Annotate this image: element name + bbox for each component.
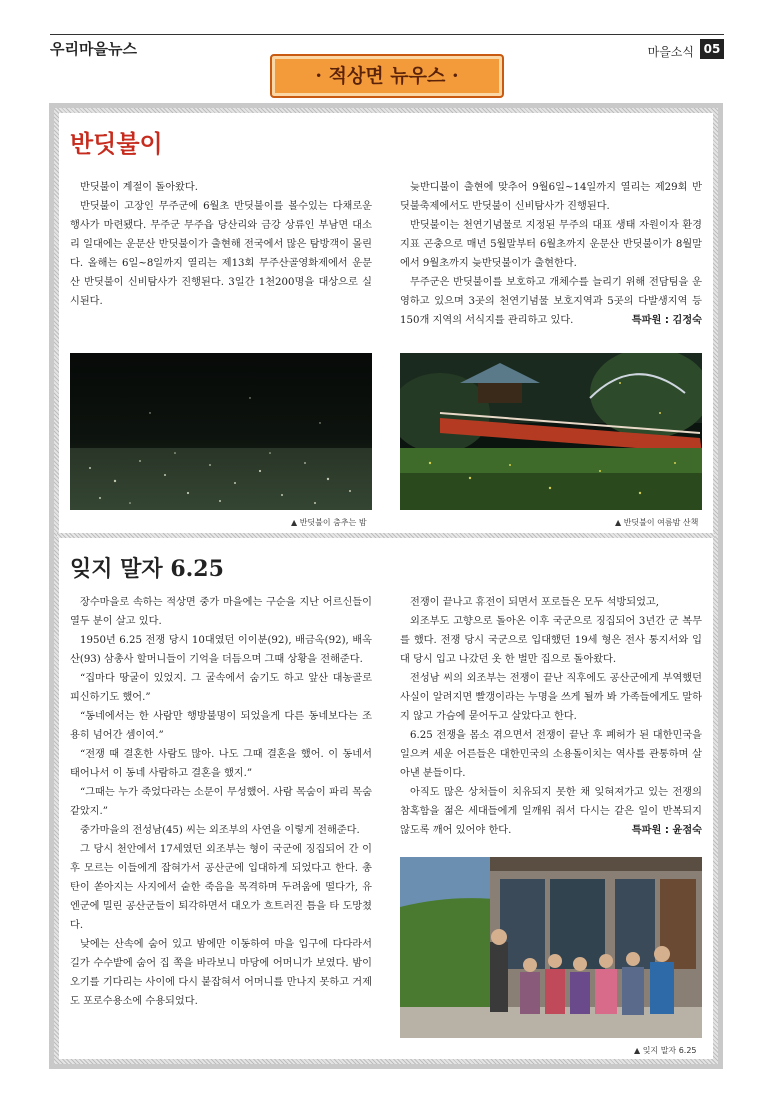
article2-title: 잊지 말자 6.25 [70, 556, 224, 582]
article1-title: 반딧불이 [70, 129, 163, 158]
article1-left-column [70, 178, 372, 311]
article2-right-p1: 전쟁이 끝나고 휴전이 되면서 포로들은 모두 석방되었고, [410, 597, 660, 608]
villagers-photo [400, 857, 702, 1038]
article2-right-p5-text: 아직도 많은 상처들이 치유되지 못한 채 잊혀져가고 있는 전쟁의 참혹함을 젊은 세대들에게 일깨워 줘서 다시는 같은 일이 반복되지 않도록 깨어 있어야 한다. [400, 787, 702, 836]
article2-left-column [70, 593, 372, 1011]
article1-caption-left: ▲ 반딧불이 춤추는 밤 [291, 518, 367, 527]
article2-right-column [400, 593, 702, 840]
article1-right-p2: 반딧불이는 천연기념물로 지정된 무주의 대표 생태 자원이자 환경지표 곤충으로 매년 5월말부터 6월초까지 운문산 반딧불이가 8월말에서 9월초까지 늦반딧불이가 출현한다. [400, 220, 702, 269]
article2-left-p9: 낮에는 산속에 숨어 있고 밤에만 이동하여 마을 입구에 다다라서 길가 수수밭에 숨어 집 쪽을 바라보니 마당에 어머니가 보였다. 밤이 오기를 기다리는 사이에 다시 붙잡혀서 어머니를 만나지 못하고 거제도 포로수용소에 수용되었다. [70, 939, 372, 1007]
article1-right-p3-text: 무주군은 반딧불이를 보호하고 개체수를 늘리기 위해 전담팀을 운영하고 있으며 3곳의 천연기념물 보호지역과 5곳의 다발생지역 등 150개 지역의 서식지를 관리하고 있다. [400, 277, 702, 326]
article2-left-p4: “동네에서는 한 사람만 행방불명이 되었을게 다른 동네보다는 조용히 넘어간 셈이여.” [70, 711, 372, 741]
article2-left-p3: “집마다 땅굴이 있었지. 그 굴속에서 숨기도 하고 앞산 대농골로 피신하기도 했어.” [70, 673, 372, 703]
article2-left-p7: 중가마을의 전성남(45) 씨는 외조부의 사연을 이렇게 전해준다. [80, 825, 360, 836]
article2-left-p2: 1950년 6.25 전쟁 당시 10대였던 이이분(92), 배금옥(92), 배옥산(93) 삼총사 할머니들이 기억을 더듬으며 그때 상황을 전해준다. [70, 635, 372, 665]
article1-byline: 특파원 : 김정숙 [631, 315, 702, 326]
article2-left-p1: 장수마을로 속하는 적상면 중가 마을에는 구순을 지난 어르신들이 열두 분이 살고 있다. [70, 597, 372, 627]
section-divider [57, 533, 715, 538]
article2-right-p3: 전성남 씨의 외조부는 전쟁이 끝난 직후에도 공산군에게 부역했던 사실이 알려지면 빨갱이라는 누명을 쓰게 될까 봐 가족들에게도 말하지 않고 가슴에 묻어두고 살았다고 한다. [400, 673, 702, 722]
section-name: 마을소식 [647, 45, 694, 59]
article2-right-p5 [400, 783, 702, 840]
top-rule [50, 34, 724, 35]
masthead-logo: 우리마을뉴스 [50, 40, 137, 58]
article2-byline: 특파원 : 윤점숙 [631, 825, 702, 836]
article1-right-p3 [400, 273, 702, 330]
article1-caption-right: ▲ 반딧불이 여름밤 산책 [615, 518, 699, 527]
article1-right-p1: 늦반디불이 출현에 맞추어 9월6일~14일까지 열리는 제29회 반딧불축제에서도 반딧불이 신비탐사가 진행된다. [400, 182, 702, 212]
article2-right-p4: 6.25 전쟁을 몸소 겪으면서 전쟁이 끝난 후 폐허가 된 대한민국을 일으켜 세운 어른들은 대한민국의 소용돌이치는 역사를 관통하며 살아낸 분들이다. [400, 730, 702, 779]
article1-right-column [400, 178, 702, 330]
firefly-night-photo [70, 353, 372, 510]
article2-left-p5: “전쟁 때 결혼한 사람도 많아. 나도 그때 결혼을 했어. 이 동네서 태어나서 이 동네 사람하고 결혼을 했지.” [70, 749, 372, 779]
firefly-walk-photo [400, 353, 702, 510]
page-number: 05 [700, 39, 724, 59]
article1-left-p2: 반딧불이 고장인 무주군에 6월초 반딧불이를 볼수있는 다채로운 행사가 마련됐다. 무주군 무주읍 당산리와 금강 상류인 부남면 대소리 일대에는 운문산 반딧불이가 출현해 전국에서 많은 탐방객이 몰린다. 올해는 6일~8일까지 열리는 제13회 무주산골영화제에서 운문산 반딧불이 신비탐사가 진행된다. 3일간 1천200명을 대상으로 실시된다. [70, 201, 372, 307]
article2-left-p6: “그때는 누가 죽었다라는 소문이 무성했어. 사람 목숨이 파리 목숨 같았지.” [70, 787, 372, 817]
article2-left-p8: 그 당시 천안에서 17세였던 외조부는 형이 국군에 징집되어 간 이후 모르는 이들에게 잡혀가서 공산군에 입대하게 되었다고 한다. 총탄이 쏟아지는 사지에서 숱한 죽음을 목격하며 두려움에 떨다가, 유엔군에 밀린 공산군들이 퇴각하면서 대오가 흐트러진 틈을 타 도망쳤다. [70, 844, 372, 931]
section-banner: · 적상면 뉴우스 · [270, 54, 504, 98]
article1-left-p1: 반딧불이 계절이 돌아왔다. [80, 182, 198, 193]
article2-right-p2: 외조부도 고향으로 돌아온 이후 국군으로 징집되어 3년간 군 복무를 했다. 전쟁 당시 국군으로 입대했던 19세 형은 전사 통지서와 입대 당시 입고 나갔던 옷 한 벌만 집으로 돌아왔다. [400, 616, 702, 665]
article2-caption: ▲ 잊지 말자 6.25 [634, 1046, 697, 1055]
